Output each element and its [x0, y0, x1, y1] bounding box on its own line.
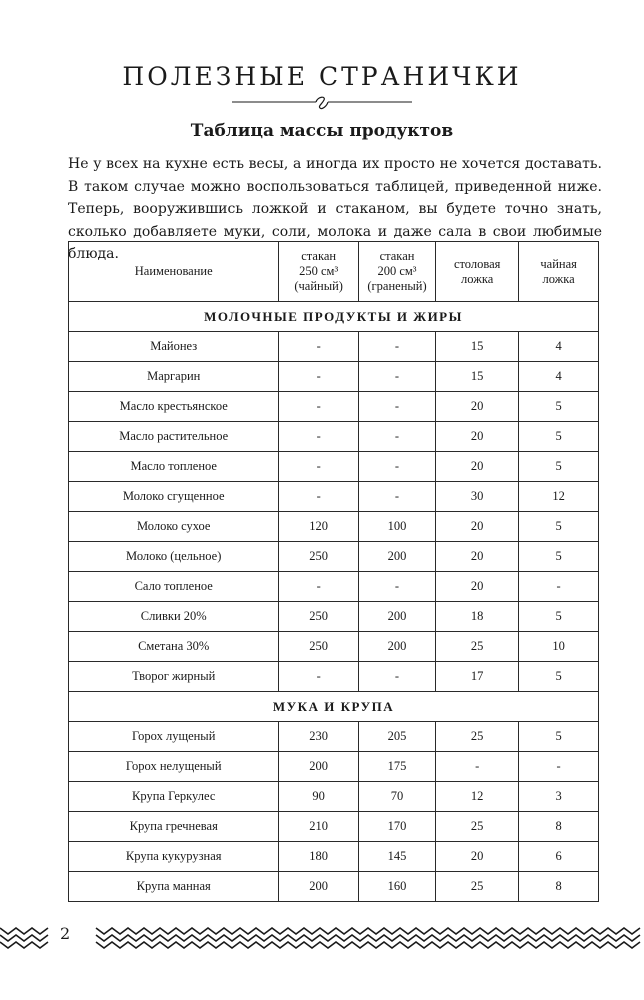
cell-teaspoon: 8	[519, 872, 599, 902]
intro-paragraph: Не у всех на кухне есть весы, а иногда их просто не хочется доставать. В таком случае можно воспользоваться таблицей, приведенной ниже. Теперь, вооружившись ложкой и стаканом, вы будете точно знать, сколько добавляете муки, соли, молока и даже сала в свои любимые блюда.	[68, 156, 602, 262]
cell-name: Молоко сухое	[69, 512, 279, 542]
cell-name: Творог жирный	[69, 662, 279, 692]
cell-teaspoon: 8	[519, 812, 599, 842]
cell-glass-250: -	[279, 482, 358, 512]
table-body	[69, 302, 599, 902]
cell-glass-250: -	[279, 422, 358, 452]
cell-glass-250: 250	[279, 632, 358, 662]
cell-glass-250: 200	[279, 872, 358, 902]
table-row	[69, 722, 599, 752]
cell-glass-200: 175	[358, 752, 435, 782]
cell-glass-200: -	[358, 662, 435, 692]
cell-glass-200: 100	[358, 512, 435, 542]
cell-name: Масло растительное	[69, 422, 279, 452]
cell-glass-200: 70	[358, 782, 435, 812]
cell-tablespoon: 20	[436, 542, 519, 572]
cell-name: Майонез	[69, 332, 279, 362]
product-mass-table	[68, 241, 599, 902]
table-row	[69, 872, 599, 902]
cell-glass-250: 210	[279, 812, 358, 842]
cell-teaspoon: 5	[519, 452, 599, 482]
cell-tablespoon: 30	[436, 482, 519, 512]
cell-name: Крупа кукурузная	[69, 842, 279, 872]
cell-name: Крупа манная	[69, 872, 279, 902]
cell-glass-200: 200	[358, 542, 435, 572]
header-tablespoon: столовая ложка	[436, 242, 519, 302]
cell-glass-250: -	[279, 392, 358, 422]
cell-teaspoon: 5	[519, 722, 599, 752]
cell-glass-250: 230	[279, 722, 358, 752]
cell-glass-200: -	[358, 362, 435, 392]
category-title: МОЛОЧНЫЕ ПРОДУКТЫ И ЖИРЫ	[69, 302, 599, 332]
cell-tablespoon: 20	[436, 392, 519, 422]
cell-glass-250: -	[279, 572, 358, 602]
table-row	[69, 602, 599, 632]
cell-glass-250: 90	[279, 782, 358, 812]
cell-name: Масло крестьянское	[69, 392, 279, 422]
table-row	[69, 752, 599, 782]
cell-name: Сало топленое	[69, 572, 279, 602]
cell-glass-250: 200	[279, 752, 358, 782]
table-row	[69, 392, 599, 422]
cell-name: Сливки 20%	[69, 602, 279, 632]
cell-glass-200: 160	[358, 872, 435, 902]
cell-tablespoon: 12	[436, 782, 519, 812]
page-title: ПОЛЕЗНЫЕ СТРАНИЧКИ	[122, 62, 522, 91]
table-row	[69, 422, 599, 452]
cell-glass-200: -	[358, 572, 435, 602]
cell-tablespoon: 15	[436, 332, 519, 362]
cell-teaspoon: 6	[519, 842, 599, 872]
cell-tablespoon: -	[436, 752, 519, 782]
cell-glass-200: 205	[358, 722, 435, 752]
cell-tablespoon: 20	[436, 572, 519, 602]
table-row	[69, 662, 599, 692]
table-row	[69, 842, 599, 872]
flourish-ornament-icon	[232, 94, 412, 110]
cell-tablespoon: 20	[436, 842, 519, 872]
cell-glass-250: 180	[279, 842, 358, 872]
cell-teaspoon: 5	[519, 392, 599, 422]
cell-glass-250: 120	[279, 512, 358, 542]
header-teaspoon: чайная ложка	[519, 242, 599, 302]
cell-teaspoon: 4	[519, 362, 599, 392]
cell-glass-200: 200	[358, 602, 435, 632]
category-title: МУКА И КРУПА	[69, 692, 599, 722]
table-row	[69, 332, 599, 362]
category-row	[69, 302, 599, 332]
cell-tablespoon: 20	[436, 422, 519, 452]
cell-glass-200: -	[358, 422, 435, 452]
table-row	[69, 812, 599, 842]
category-row	[69, 692, 599, 722]
cell-glass-250: -	[279, 362, 358, 392]
cell-glass-250: 250	[279, 602, 358, 632]
cell-tablespoon: 25	[436, 812, 519, 842]
cell-glass-200: -	[358, 482, 435, 512]
cell-glass-250: 250	[279, 542, 358, 572]
cell-teaspoon: 5	[519, 542, 599, 572]
cell-tablespoon: 18	[436, 602, 519, 632]
section-title: Таблица массы продуктов	[190, 121, 454, 141]
cell-tablespoon: 15	[436, 362, 519, 392]
cell-glass-200: 200	[358, 632, 435, 662]
cell-teaspoon: 10	[519, 632, 599, 662]
cell-tablespoon: 25	[436, 872, 519, 902]
cell-name: Горох лущеный	[69, 722, 279, 752]
zigzag-border-pattern-icon	[0, 922, 644, 954]
table-header-row	[69, 242, 599, 302]
cell-glass-200: 145	[358, 842, 435, 872]
cell-tablespoon: 25	[436, 632, 519, 662]
cell-teaspoon: 5	[519, 602, 599, 632]
table-row	[69, 632, 599, 662]
table-row	[69, 782, 599, 812]
cell-teaspoon: 5	[519, 512, 599, 542]
cell-tablespoon: 20	[436, 512, 519, 542]
cell-name: Горох нелущеный	[69, 752, 279, 782]
header-glass-200: стакан 200 см³ (граненый)	[358, 242, 435, 302]
table-row	[69, 572, 599, 602]
cell-name: Сметана 30%	[69, 632, 279, 662]
cell-name: Молоко (цельное)	[69, 542, 279, 572]
cell-tablespoon: 20	[436, 452, 519, 482]
cell-name: Крупа Геркулес	[69, 782, 279, 812]
table-row	[69, 542, 599, 572]
cell-teaspoon: 5	[519, 662, 599, 692]
cell-glass-200: -	[358, 392, 435, 422]
cell-name: Маргарин	[69, 362, 279, 392]
cell-glass-200: -	[358, 332, 435, 362]
cell-tablespoon: 25	[436, 722, 519, 752]
page-number: 2	[60, 924, 71, 943]
cell-teaspoon: -	[519, 752, 599, 782]
cell-tablespoon: 17	[436, 662, 519, 692]
table-row	[69, 452, 599, 482]
header-name: Наименование	[69, 242, 279, 302]
cell-name: Крупа гречневая	[69, 812, 279, 842]
cell-glass-250: -	[279, 332, 358, 362]
cell-teaspoon: 5	[519, 422, 599, 452]
cell-teaspoon: 4	[519, 332, 599, 362]
cell-teaspoon: 3	[519, 782, 599, 812]
cell-glass-200: 170	[358, 812, 435, 842]
cell-glass-250: -	[279, 662, 358, 692]
header-glass-250: стакан 250 см³ (чайный)	[279, 242, 358, 302]
cell-name: Масло топленое	[69, 452, 279, 482]
cell-glass-200: -	[358, 452, 435, 482]
cell-glass-250: -	[279, 452, 358, 482]
table-row	[69, 512, 599, 542]
cell-teaspoon: 12	[519, 482, 599, 512]
cell-teaspoon: -	[519, 572, 599, 602]
table-row	[69, 362, 599, 392]
cell-name: Молоко сгущенное	[69, 482, 279, 512]
table-row	[69, 482, 599, 512]
